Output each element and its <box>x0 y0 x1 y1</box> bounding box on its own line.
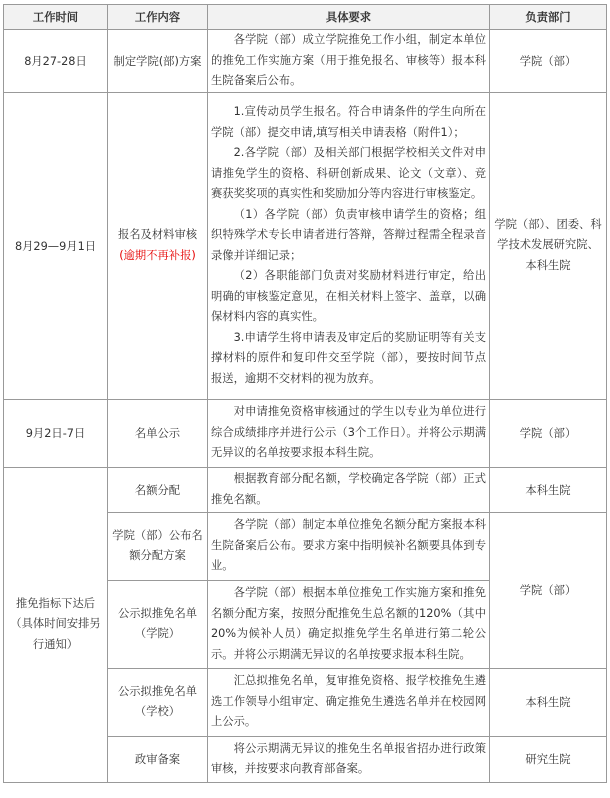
late-note: (逾期不再补报) <box>119 248 196 262</box>
header-row <box>4 5 607 30</box>
content-cell: 制定学院(部)方案 <box>108 30 208 93</box>
requirement-text: 对申请推免资格审核通过的学生以专业为单位进行综合成绩排序并进行公示（3个工作日）。并将公示期满无异议的名单按要求报本科生院。 <box>211 405 486 460</box>
requirement-text: （1）各学院（部）负责审核申请学生的资格；组织特殊学术专长申请者进行答辩，答辩过程需全程录音录像并详细记录； <box>211 207 486 262</box>
header-time: 工作时间 <box>4 5 108 30</box>
requirement-text: 各学院（部）制定本单位推免名额分配方案报本科生院备案后公布。要求方案中指明候补名额要具体到专业。 <box>211 518 486 573</box>
requirements-cell <box>208 30 490 93</box>
schedule-table <box>3 4 607 783</box>
table-row <box>4 399 607 467</box>
requirements-cell <box>208 467 490 512</box>
content-cell: 学院（部）公布名额分配方案 <box>108 512 208 580</box>
requirement-text: 各学院（部）成立学院推免工作小组，制定本单位的推免工作实施方案（用于推免报名、审核等）报本科生院备案后公布。 <box>211 33 486 87</box>
requirement-text: 各学院（部）根据本单位推免工作实施方案和推免名额分配方案，按照分配推免生总名额的120%（其中20%为候补人员）确定拟推免学生名单进行第二轮公示。并将公示期满无异议的名单按要求报本科生院。 <box>211 586 486 661</box>
time-cell: 8月27-28日 <box>4 30 108 93</box>
requirements-cell <box>208 399 490 467</box>
content-cell: 名额分配 <box>108 467 208 512</box>
requirements-cell <box>208 92 490 399</box>
department-cell: 研究生院 <box>490 736 607 782</box>
requirement-text: 根据教育部分配名额，学校确定各学院（部）正式推免名额。 <box>211 472 486 506</box>
department-cell: 学院（部） <box>490 512 607 668</box>
requirement-text: 3.申请学生将申请表及审定后的奖励证明等有关支撑材料的原件和复印件交至学院（部），要按时间节点报送，逾期不交材料的视为放弃。 <box>211 330 486 385</box>
requirement-text: 汇总拟推免名单，复审推免资格、报学校推免生遴选工作领导小组审定、确定推免生遴选名单并在校园网上公示。 <box>211 674 486 729</box>
time-cell: 9月2日-7日 <box>4 399 108 467</box>
department-cell: 学院（部）、团委、科学技术发展研究院、本科生院 <box>490 92 607 399</box>
table-row <box>4 467 607 512</box>
department-cell: 本科生院 <box>490 467 607 512</box>
content-cell: 公示拟推免名单（学院） <box>108 580 208 668</box>
requirement-text: 1.宣传动员学生报名。符合申请条件的学生向所在学院（部）提交申请,填写相关申请表格（附件1）； <box>211 105 486 139</box>
department-cell: 本科生院 <box>490 668 607 736</box>
requirement-text: 2.各学院（部）及相关部门根据学校相关文件对申请推免学生的资格、科研创新成果、论文（文章）、竞赛获奖奖项的真实性和奖励加分等内容进行审核鉴定。 <box>211 146 486 200</box>
content-cell <box>108 92 208 399</box>
department-cell: 学院（部） <box>490 30 607 93</box>
requirements-cell <box>208 668 490 736</box>
content-label: 报名及材料审核 <box>117 228 198 241</box>
header-requirements: 具体要求 <box>208 5 490 30</box>
time-cell: 8月29—9月1日 <box>4 92 108 399</box>
requirements-cell <box>208 580 490 668</box>
content-cell: 政审备案 <box>108 736 208 782</box>
requirements-cell <box>208 512 490 580</box>
content-cell: 公示拟推免名单（学校） <box>108 668 208 736</box>
header-department: 负责部门 <box>490 5 607 30</box>
requirement-text: 将公示期满无异议的推免生名单报省招办进行政策审核，并按要求向教育部备案。 <box>211 741 486 775</box>
content-cell: 名单公示 <box>108 399 208 467</box>
header-content: 工作内容 <box>108 5 208 30</box>
table-row <box>4 30 607 93</box>
table-row <box>4 92 607 399</box>
requirements-cell <box>208 736 490 782</box>
requirement-text: （2）各职能部门负责对奖励材料进行审定，给出明确的审核鉴定意见，在相关材料上签字、盖章，以确保材料内容的真实性。 <box>211 269 486 323</box>
department-cell: 学院（部） <box>490 399 607 467</box>
time-cell: 推免指标下达后（具体时间安排另行通知） <box>4 467 108 782</box>
